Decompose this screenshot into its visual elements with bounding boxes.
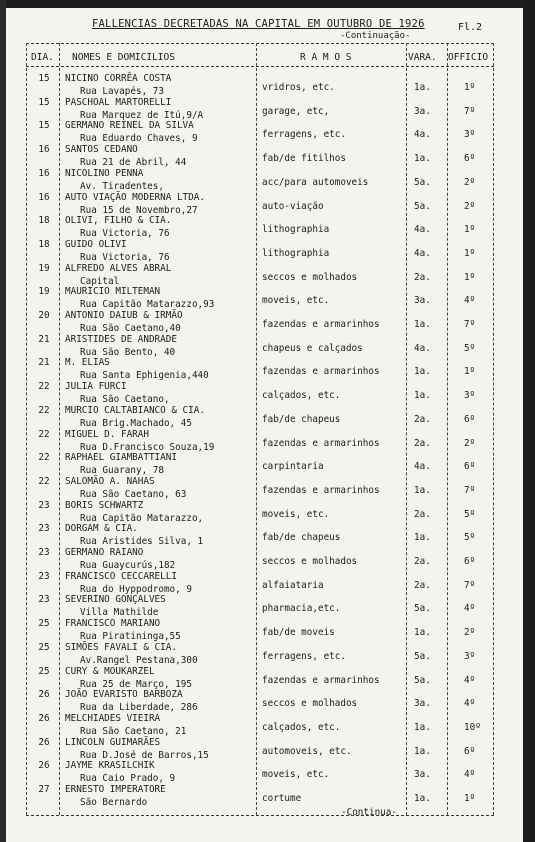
entry-day: 27 <box>38 784 50 795</box>
entry-day: 16 <box>38 191 50 203</box>
entry-vara: 1a. <box>414 82 431 93</box>
entry-oficio: 3º <box>464 129 476 141</box>
col-header-nomes: NOMES E DOMICILIOS <box>72 52 175 63</box>
entry-name: FRANCISCO MARIANO <box>65 618 161 630</box>
entry-oficio: 3º <box>464 390 476 402</box>
entry-oficio: 6º <box>464 745 476 757</box>
table-header-rule <box>26 66 494 67</box>
entry-day: 22 <box>38 404 50 416</box>
entry-day: 18 <box>38 238 50 250</box>
entry-address: Villa Mathilde <box>80 607 159 619</box>
entry-name: GERMANO RAIANO <box>65 547 144 558</box>
entry-day: 23 <box>38 570 50 582</box>
entry-vara: 1a. <box>414 366 431 378</box>
entry-vara: 1a. <box>414 390 431 402</box>
col-header-vara: VARA. <box>408 52 437 63</box>
entry-name: LINCOLN GUIMARÃES <box>65 736 161 748</box>
entry-vara: 4a. <box>414 342 431 354</box>
entry-vara: 2a. <box>414 271 431 283</box>
entry-vara: 1a. <box>414 532 431 544</box>
entry-vara: 2a. <box>414 508 431 520</box>
entry-vara: 1a. <box>414 721 431 733</box>
entry-ramo: fazendas e armarinhos <box>262 674 380 686</box>
entry-day: 21 <box>38 357 50 369</box>
entry-vara: 5a. <box>414 200 431 212</box>
entry-oficio: 7º <box>464 484 476 496</box>
entry-ramo: fazendas e armarinhos <box>262 437 380 449</box>
entry-oficio: 4º <box>464 603 476 615</box>
entry-day: 23 <box>38 594 50 606</box>
entry-name: MURCIO CALTABIANCO & CIA. <box>65 404 205 416</box>
entry-vara: 3a. <box>414 105 431 117</box>
entry-day: 22 <box>38 381 50 393</box>
entry-vara: 1a. <box>414 319 431 330</box>
entry-address: Rua Brig.Machado, 45 <box>80 417 192 429</box>
entry-name: SEVERINO GONÇALVES <box>65 594 166 606</box>
entry-oficio: 4º <box>464 674 476 686</box>
entry-ramo: lithographia <box>262 247 330 259</box>
entry-ramo: fab/de chapeus <box>262 413 341 425</box>
entry-name: JAYME KRASILCHIK <box>65 760 155 772</box>
entry-oficio: 2º <box>464 627 476 639</box>
entry-name: M. ELIAS <box>65 357 110 369</box>
entry-name: SANTOS CEDANO <box>65 144 138 156</box>
entry-day: 26 <box>38 689 50 701</box>
entry-ramo: fab/de moveis <box>262 627 335 639</box>
entry-address: Rua São Bento, 40 <box>80 346 176 358</box>
entry-ramo: cortume <box>262 793 302 804</box>
entry-name: ERNESTO IMPERATORE <box>65 784 166 795</box>
entry-address: Rua Guaycurús,182 <box>80 560 176 571</box>
entry-ramo: fab/de fitilhos <box>262 153 346 165</box>
entry-oficio: 4º <box>464 295 476 307</box>
folio-number: Fl.2 <box>458 22 483 33</box>
page-title: FALLENCIAS DECRETADAS NA CAPITAL EM OUTUBRO DE 1926 <box>92 18 425 30</box>
entry-ramo: fazendas e armarinhos <box>262 319 380 330</box>
col-header-ramos: R A M O S <box>300 52 352 63</box>
entry-oficio: 5º <box>464 508 476 520</box>
entry-ramo: acc/para automoveis <box>262 176 369 188</box>
entry-ramo: pharmacia,etc. <box>262 603 341 615</box>
entry-day: 25 <box>38 641 50 653</box>
entry-name: SIMÕES FAVALI & CIA. <box>65 641 177 653</box>
entry-address: Rua São Caetano, 21 <box>80 725 187 737</box>
entry-address: Rua São Caetano, 63 <box>80 488 187 500</box>
entry-address: Rua Aristides Silva, 1 <box>80 536 204 548</box>
entry-name: ANTONIO DAIUB & IRMÃO <box>65 310 183 321</box>
entry-ramo: calçados, etc. <box>262 390 341 402</box>
entry-name: OLIVI, FILHO & CIA. <box>65 215 172 227</box>
entry-day: 25 <box>38 665 50 677</box>
entry-address: Rua Piratininga,55 <box>80 631 181 643</box>
entry-name: ALFREDO ALVES ABRAL <box>65 262 172 274</box>
entry-day: 19 <box>38 262 50 274</box>
entry-oficio: 1º <box>464 271 476 283</box>
entry-ramo: vridros, etc. <box>262 82 335 93</box>
entry-address: Rua Caio Prado, 9 <box>80 773 176 785</box>
entry-day: 26 <box>38 736 50 748</box>
entry-oficio: 2º <box>464 437 476 449</box>
entry-name: NICINO CORRÊA COSTA <box>65 73 172 84</box>
entry-name: JOÃO EVARISTO BARBOZA <box>65 689 183 701</box>
entry-vara: 1a. <box>414 745 431 757</box>
entry-ramo: automoveis, etc. <box>262 745 352 757</box>
entry-vara: 2a. <box>414 413 431 425</box>
entry-vara: 5a. <box>414 650 431 662</box>
entry-oficio: 5º <box>464 342 476 354</box>
entry-oficio: 3º <box>464 650 476 662</box>
table-bottom-rule <box>26 815 494 816</box>
entry-oficio: 5º <box>464 532 476 544</box>
table-row <box>0 783 535 815</box>
entry-address: Av.Rangel Pestana,300 <box>80 654 198 666</box>
entry-day: 22 <box>38 475 50 487</box>
entry-vara: 2a. <box>414 556 431 567</box>
entry-vara: 3a. <box>414 698 431 710</box>
entry-day: 25 <box>38 618 50 630</box>
entry-address: Rua 21 de Abril, 44 <box>80 157 187 169</box>
entry-name: MAURICIO MILTEMAN <box>65 286 161 298</box>
entry-oficio: 4º <box>464 769 476 781</box>
entry-name: RAPHAEL GIAMBATTIANI <box>65 452 177 464</box>
entry-ramo: seccos e molhados <box>262 271 358 283</box>
entry-address: Rua Marquez de Itú,9/A <box>80 109 204 121</box>
entry-ramo: fab/de chapeus <box>262 532 341 544</box>
entry-day: 26 <box>38 760 50 772</box>
entry-ramo: ferragens, etc. <box>262 650 346 662</box>
col-header-dia: DIA. <box>31 52 54 63</box>
entry-ramo: lithographia <box>262 224 330 236</box>
entry-ramo: alfaiataria <box>262 579 324 591</box>
entry-address: Rua do Hyppodromo, 9 <box>80 583 192 595</box>
entry-day: 18 <box>38 215 50 227</box>
col-header-oficio: OFFICIO <box>448 52 489 63</box>
entry-oficio: 2º <box>464 200 476 212</box>
continuation-footer: -Continua- <box>341 807 397 818</box>
entry-address: São Bernardo <box>80 797 148 808</box>
entry-name: NICOLINO PENNA <box>65 167 144 179</box>
entry-day: 19 <box>38 286 50 298</box>
entry-vara: 1a. <box>414 484 431 496</box>
entry-address: Rua Lavapés, 73 <box>80 86 164 97</box>
entry-name: DORGAM & CIA. <box>65 523 138 535</box>
entry-day: 20 <box>38 310 50 321</box>
entry-vara: 4a. <box>414 461 431 473</box>
entry-oficio: 1º <box>464 366 476 378</box>
entry-ramo: seccos e molhados <box>262 556 358 567</box>
entry-ramo: calçados, etc. <box>262 721 341 733</box>
entry-day: 15 <box>38 73 50 84</box>
entry-vara: 1a. <box>414 627 431 639</box>
entry-ramo: fazendas e armarinhos <box>262 484 380 496</box>
entry-ramo: moveis, etc. <box>262 769 330 781</box>
entry-name: ARISTIDES DE ANDRADE <box>65 333 177 345</box>
entry-day: 23 <box>38 499 50 511</box>
entry-oficio: 4º <box>464 698 476 710</box>
entry-oficio: 7º <box>464 579 476 591</box>
entry-name: CURY & MOUKARZEL <box>65 665 155 677</box>
entry-vara: 2a. <box>414 579 431 591</box>
entry-oficio: 7º <box>464 105 476 117</box>
entry-vara: 2a. <box>414 437 431 449</box>
entry-day: 22 <box>38 428 50 440</box>
entry-address: Rua Guarany, 78 <box>80 465 164 477</box>
entry-day: 26 <box>38 712 50 724</box>
entry-ramo: chapeus e calçados <box>262 342 363 354</box>
entry-oficio: 1º <box>464 247 476 259</box>
entry-vara: 4a. <box>414 224 431 236</box>
entry-vara: 4a. <box>414 129 431 141</box>
entry-oficio: 1º <box>464 793 476 804</box>
entry-day: 23 <box>38 547 50 558</box>
entry-name: MIGUEL D. FARAH <box>65 428 149 440</box>
entry-oficio: 10º <box>464 721 481 733</box>
scan-border-top <box>0 0 535 8</box>
entry-name: MELCHIADES VIEIRA <box>65 712 161 724</box>
entry-address: Rua Santa Ephigenia,440 <box>80 370 209 382</box>
entry-oficio: 6º <box>464 556 476 567</box>
entry-ramo: moveis, etc. <box>262 508 330 520</box>
continuation-header: -Continuação- <box>340 31 411 41</box>
entry-ramo: carpintaria <box>262 461 324 473</box>
entry-address: Rua Capitão Matarazzo,93 <box>80 299 215 311</box>
entry-day: 22 <box>38 452 50 464</box>
entry-name: GERMANO REINEL DA SILVA <box>65 120 194 132</box>
entry-vara: 1a. <box>414 153 431 165</box>
entry-address: Rua 15 de Novembro,27 <box>80 204 198 216</box>
entry-oficio: 6º <box>464 153 476 165</box>
entry-ramo: auto-viação <box>262 200 324 212</box>
entry-ramo: ferragens, etc. <box>262 129 346 141</box>
entry-vara: 3a. <box>414 295 431 307</box>
entry-vara: 5a. <box>414 176 431 188</box>
entry-address: Rua da Liberdade, 286 <box>80 702 198 714</box>
entry-vara: 1a. <box>414 793 431 804</box>
entry-oficio: 6º <box>464 461 476 473</box>
entry-name: BORIS SCHWARTZ <box>65 499 144 511</box>
entry-oficio: 6º <box>464 413 476 425</box>
entry-address: Rua D.José de Barros,15 <box>80 749 209 761</box>
entry-address: Rua São Caetano, <box>80 394 170 406</box>
entry-vara: 5a. <box>414 603 431 615</box>
entry-oficio: 1º <box>464 224 476 236</box>
entry-oficio: 7º <box>464 319 476 330</box>
entry-address: Rua 25 de Março, 195 <box>80 678 192 690</box>
entry-vara: 5a. <box>414 674 431 686</box>
entry-name: PASCHOAL MARTORELLI <box>65 96 172 108</box>
entry-address: Rua D.Francisco Souza,19 <box>80 441 215 453</box>
entry-ramo: garage, etc, <box>262 105 330 117</box>
entry-name: FRANCISCO CECCARELLI <box>65 570 177 582</box>
entry-address: Av. Tiradentes, <box>80 180 164 192</box>
entry-day: 15 <box>38 120 50 132</box>
entry-name: SALOMÃO A. NAHAS <box>65 475 155 487</box>
entry-day: 16 <box>38 167 50 179</box>
entry-name: AUTO VIAÇÃO MODERNA LTDA. <box>65 191 205 203</box>
entry-vara: 4a. <box>414 247 431 259</box>
entry-day: 15 <box>38 96 50 108</box>
entry-address: Rua Capitão Matarazzo, <box>80 512 204 524</box>
entry-day: 16 <box>38 144 50 156</box>
entry-address: Rua São Caetano,40 <box>80 323 181 334</box>
entry-day: 23 <box>38 523 50 535</box>
entry-day: 21 <box>38 333 50 345</box>
entry-name: JULIA FURCI <box>65 381 127 393</box>
entry-address: Capital <box>80 275 120 287</box>
entry-address: Rua Eduardo Chaves, 9 <box>80 133 198 145</box>
entry-ramo: moveis, etc. <box>262 295 330 307</box>
entry-vara: 3a. <box>414 769 431 781</box>
table-top-rule <box>26 43 494 44</box>
entry-address: Rua Victoria, 76 <box>80 251 170 263</box>
entry-name: GUIDO OLIVI <box>65 238 127 250</box>
entry-ramo: fazendas e armarinhos <box>262 366 380 378</box>
entry-oficio: 1º <box>464 82 476 93</box>
entry-ramo: seccos e molhados <box>262 698 358 710</box>
entry-oficio: 2º <box>464 176 476 188</box>
entry-address: Rua Victoria, 76 <box>80 228 170 240</box>
